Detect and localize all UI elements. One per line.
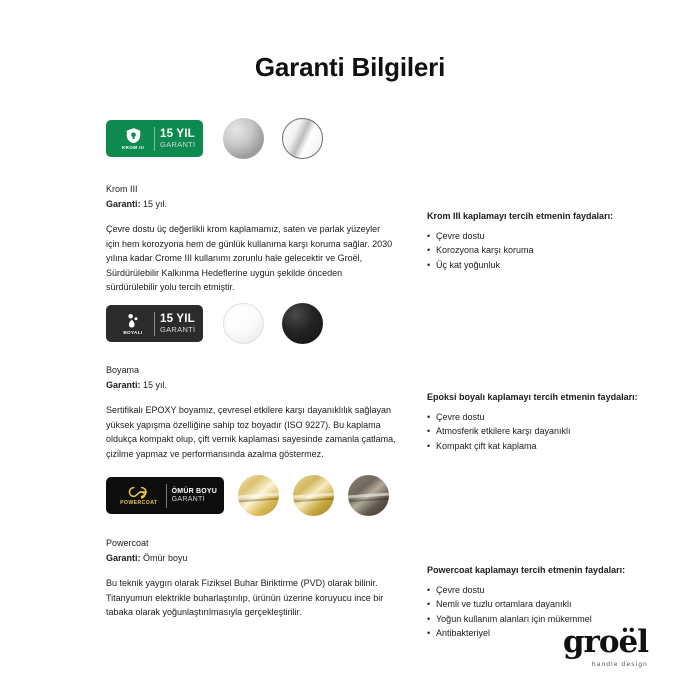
warranty-value: 15 yıl.: [143, 380, 168, 390]
badge-warranty-word: GARANTİ: [160, 140, 196, 149]
swatch-group-krom3: [223, 118, 323, 159]
badge-years: ÖMÜR BOYU: [171, 488, 217, 495]
badge-warranty-block: [160, 314, 195, 334]
coating-name-boyama: Boyama: [106, 365, 140, 375]
badge-brand-block: [113, 485, 165, 506]
badge-brand-label: BOYALI: [123, 329, 143, 335]
list-item: • Çevre dostu: [427, 583, 677, 598]
bright-gold-swatch: [238, 475, 279, 516]
brand-logo: [562, 624, 648, 668]
gold-swatch: [293, 475, 334, 516]
list-item: • Antibakteriyel: [427, 626, 677, 641]
badge-row: [106, 303, 323, 344]
logo-wordmark: groël: [562, 624, 648, 660]
swatch-group-boyama: [223, 303, 323, 344]
coating-warranty-powercoat: [106, 553, 188, 563]
coating-name-powercoat: Powercoat: [106, 538, 149, 548]
polished-chrome-swatch: [282, 118, 323, 159]
coating-description-krom3: Çevre dostu üç değerlikli krom kaplamamız, saten ve parlak yüzeyler için hem korozyona hem de günlük kullanıma karşı koruma sağlar. 2030 yılına kadar Crome III kullanımı zorunlu hale gelecektir ve Groël, Sürdürülebilir Kalkınma Hedeflerine uygun şekilde önceden sürdürülebilir yolu tercih etmiştir.: [106, 224, 393, 293]
benefits-title: Epoksi boyalı kaplamayı tercih etmenin faydaları:: [427, 392, 638, 402]
badge-brand-block: [113, 312, 153, 336]
list-item: • Yoğun kullanım alanları için mükemmel: [427, 612, 677, 627]
badge-row: [106, 118, 323, 159]
coating-warranty-boyama: [106, 380, 167, 390]
badge-divider: [154, 312, 155, 336]
benefits-title: Powercoat kaplamayı tercih etmenin faydaları:: [427, 565, 626, 575]
badge-years: 15 YIL: [160, 127, 195, 140]
paint-drops-icon: [125, 312, 142, 329]
infinity-icon: [128, 485, 150, 499]
coating-warranty-krom3: [106, 199, 167, 209]
warranty-value: 15 yıl.: [143, 199, 168, 209]
list-item: • Korozyona karşı koruma: [427, 243, 677, 258]
list-item: • Çevre dostu: [427, 229, 677, 244]
warranty-label: Garanti:: [106, 380, 141, 390]
benefits-list: [427, 229, 677, 273]
list-item: • Çevre dostu: [427, 410, 677, 425]
benefits-title: Krom III kaplamayı tercih etmenin faydaları:: [427, 211, 614, 221]
badge-divider: [166, 484, 167, 508]
warranty-badge-boyama: [106, 305, 203, 342]
warranty-label: Garanti:: [106, 199, 141, 209]
badge-years: 15 YIL: [160, 312, 195, 325]
coating-description-boyama: Sertifikalı EPOXY boyamız, çevresel etkilere karşı dayanıklılık sağlayan yüksek yapışma özelliğine sahip toz boyadır (ISO 9227). Bu kaplama oldukça kompakt olup, çift vernik kaplaması sayesinde zamanla çatlama, çizilme yapmaz ve performansında azalma göstermez.: [106, 405, 396, 459]
satin-chrome-swatch: [223, 118, 264, 159]
list-item: • Nemli ve tuzlu ortamlara dayanıklı: [427, 597, 677, 612]
page-title: Garanti Bilgileri: [254, 52, 446, 82]
badge-warranty-block: [172, 488, 217, 503]
logo-tagline: handle design: [591, 661, 648, 668]
benefits-list: [427, 410, 677, 454]
black-paint-swatch: [282, 303, 323, 344]
warranty-label: Garanti:: [106, 553, 141, 563]
badge-row: [106, 475, 389, 516]
white-paint-swatch: [223, 303, 264, 344]
coating-name-krom3: Krom III: [106, 184, 138, 194]
badge-brand-label: KROM III: [121, 144, 145, 150]
badge-warranty-word: GARANTİ: [160, 325, 196, 334]
bronze-swatch: [348, 475, 389, 516]
warranty-badge-powercoat: [106, 477, 224, 514]
badge-warranty-word: GARANTİ: [171, 496, 205, 503]
list-item: • Üç kat yoğunluk: [427, 258, 677, 273]
badge-brand-label: POWERCOAT: [120, 499, 158, 506]
coating-description-powercoat: Bu teknik yaygın olarak Fiziksel Buhar Biriktirme (PVD) olarak bilinir. Titanyumun elektrikle buharlaştırılıp, ürünün üzerine koruyucu ince bir tabaka olarak yoğunlaştırılmasıyla gerçekleştirilir.: [106, 578, 384, 618]
list-item: • Kompakt çift kat kaplama: [427, 439, 677, 454]
warranty-badge-krom3: [106, 120, 203, 157]
benefits-krom3: [427, 210, 677, 272]
warranty-value: Ömür boyu: [143, 553, 188, 563]
benefits-boyama: [427, 391, 677, 453]
swatch-group-powercoat: [238, 475, 389, 516]
badge-divider: [154, 127, 155, 151]
list-item: • Atmosferik etkilere karşı dayanıklı: [427, 424, 677, 439]
badge-warranty-block: [160, 129, 195, 149]
shield-icon: [125, 127, 142, 144]
badge-brand-block: [113, 127, 153, 151]
